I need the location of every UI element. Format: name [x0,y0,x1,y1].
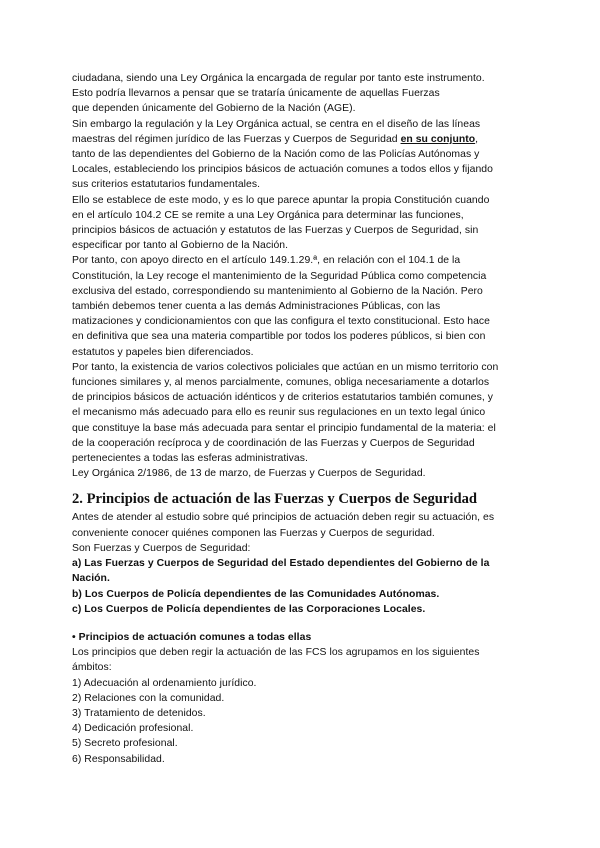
subsection-heading [72,630,532,645]
text-line: pertenecientes a todas las esferas administrativas. [72,453,308,465]
text-line: ámbitos: [72,662,112,674]
text-line: en el artículo 104.2 CE se remite a una Ley Orgánica para determinar las funciones, [72,209,464,221]
paragraph-3 [72,193,532,254]
list-item: 6) Responsabilidad. [72,753,165,765]
text-span: maestras del régimen jurídico de las Fuerzas y Cuerpos de Seguridad [72,133,401,145]
text-line: exclusiva del estado, correspondiendo su mantenimiento al Gobierno de la Nación. Pero [72,285,483,297]
text-line: de la cooperación recíproca y de coordinación de las Fuerzas y Cuerpos de Seguridad [72,437,475,449]
text-line: Sin embargo la regulación y la Ley Orgánica actual, se centra en el diseño de las líneas [72,118,481,130]
text-line: especificar por tanto al Gobierno de la Nación. [72,240,289,252]
text-line: que dependen únicamente del Gobierno de la Nación (AGE). [72,103,356,115]
text-line: que constituye la base más adecuada para sentar el principio fundamental de la materia: el [72,422,496,434]
principles-list [72,676,532,767]
text-line: Los principios que deben regir la actuación de las FCS los agrupamos en los siguientes [72,647,480,659]
text-line: en definitiva que sea una materia compartible por todos los poderes públicos, si bien con [72,331,486,343]
text-line: • Principios de actuación comunes a todas ellas [72,631,312,643]
section-intro [72,510,532,556]
paragraph-5 [72,360,532,466]
list-item-a-cont: Nación. [72,573,110,585]
text-line: Locales, estableciendo los principios básicos de actuación comunes a todos ellos y fijando [72,164,493,176]
spacer [72,617,532,623]
text-line: también debemos tener cuenta a las demás Administraciones Públicas, con las [72,301,441,313]
paragraph-4 [72,253,532,359]
text-line: Esto podría llevarnos a pensar que se trataría únicamente de aquellas Fuerzas [72,88,440,100]
text-line: Ello se establece de este modo, y es lo que parece apuntar la propia Constitución cuando [72,194,490,206]
document-page [72,71,532,767]
paragraph-6 [72,466,532,481]
emphasis-underlined: en su conjunto [400,133,476,145]
forces-list [72,556,532,617]
list-item-b: b) Los Cuerpos de Policía dependientes de las Comunidades Autónomas. [72,588,440,600]
text-line: sus criterios estatutarios fundamentales. [72,179,261,191]
text-line: Constitución, la Ley recoge el mantenimiento de la Seguridad Pública como competencia [72,270,487,282]
list-item: 4) Dedicación profesional. [72,723,194,735]
paragraph-2 [72,117,532,193]
list-item-a: a) Las Fuerzas y Cuerpos de Seguridad del Estado dependientes del Gobierno de la [72,558,490,570]
text-line [72,132,532,147]
text-line: Por tanto, con apoyo directo en el artículo 149.1.29.ª, en relación con el 104.1 de la [72,255,461,267]
text-span: , [475,133,479,145]
text-line: matizaciones y condicionamientos con que las configura el texto constitucional. Esto hace [72,316,490,328]
text-line: Antes de atender al estudio sobre qué principios de actuación deben regir su actuación, es [72,512,495,524]
text-line: de principios básicos de actuación idénticos y de criterios estatutarios también comunes, y [72,392,493,404]
text-line: tanto de las dependientes del Gobierno de la Nación como de las Policías Autónomas y [72,149,480,161]
list-item: 2) Relaciones con la comunidad. [72,692,225,704]
text-line: funciones similares y, al menos parcialmente, comunes, obliga necesariamente a dotarlos [72,377,490,389]
text-line: estatutos y papeles bien diferenciados. [72,346,254,358]
text-line: ciudadana, siendo una Ley Orgánica la encargada de regular por tanto este instrumento. [72,73,485,84]
subsection-intro [72,645,532,675]
text-line: Ley Orgánica 2/1986, de 13 de marzo, de Fuerzas y Cuerpos de Seguridad. [72,468,426,480]
text-line: el mecanismo más adecuado para ello es reunir sus regulaciones en un texto legal único [72,407,486,419]
list-item-c: c) Los Cuerpos de Policía dependientes de las Corporaciones Locales. [72,603,426,615]
paragraph-1 [72,71,532,117]
list-item: 1) Adecuación al ordenamiento jurídico. [72,677,257,689]
text-line: Son Fuerzas y Cuerpos de Seguridad: [72,542,251,554]
list-item: 5) Secreto profesional. [72,738,178,750]
text-line: conveniente conocer quiénes componen las Fuerzas y Cuerpos de seguridad. [72,527,435,539]
list-item: 3) Tratamiento de detenidos. [72,707,206,719]
section-heading: 2. Principios de actuación de las Fuerzas y Cuerpos de Seguridad [72,491,477,508]
text-line: principios básicos de actuación y estatutos de las Fuerzas y Cuerpos de Seguridad, sin [72,225,479,237]
text-line: Por tanto, la existencia de varios colectivos policiales que actúan en un mismo territorio con [72,361,499,373]
